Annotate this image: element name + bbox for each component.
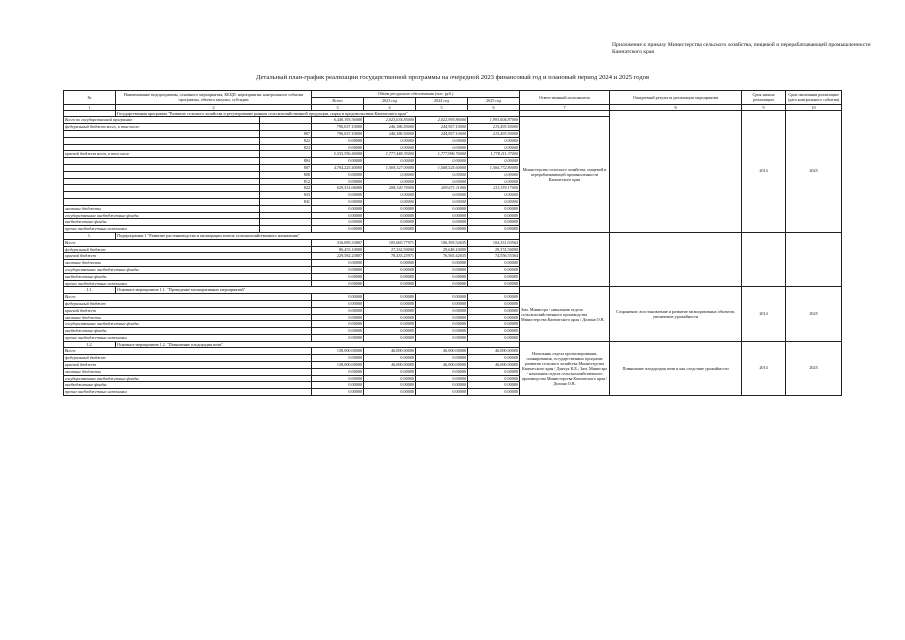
row-label: местные бюджеты [64,205,260,212]
value-total: 0.00000 [312,219,364,226]
value-total: 0.00000 [312,158,364,165]
value-2023: 2,023,634.85000 [364,117,416,124]
value-2024: 0.00000 [416,212,468,219]
value-total: 0.00000 [312,307,364,314]
program-result [610,110,742,232]
value-2025: 0.00000 [468,389,520,396]
value-2023: 0.00000 [364,314,416,321]
value-total: 6,440,193.56000 [312,117,364,124]
row-label: краевой бюджет всего, в том числе [64,151,260,158]
value-2024: 0.00000 [416,328,468,335]
value-2025: 0.00000 [468,294,520,301]
row-code [260,212,312,219]
value-total: 0.00000 [312,314,364,321]
value-2023: 0.00000 [364,389,416,396]
value-total: 0.00000 [312,226,364,233]
value-2025: 0.00000 [468,307,520,314]
row-code [260,226,312,233]
row-label: Всего: [64,294,312,301]
row-label: Всего: [64,348,312,355]
value-2024: 244,957.10000 [416,124,468,131]
row-code: 807 [260,164,312,171]
measure-end: 2025 [786,341,842,395]
value-2024: 0.00000 [416,382,468,389]
row-code: 812 [260,178,312,185]
subprogram-result [610,232,742,286]
row-label: государственные внебюджетные фонды [64,375,312,382]
header-total: Всего [312,97,364,104]
measure-num: 1.2. [64,341,116,348]
plan-table [63,90,842,396]
value-2025: 104,331.03564 [468,239,520,246]
value-2023: 0.00000 [364,144,416,151]
subprogram-title: Подпрограмма 1 "Развитие растениеводства и мелиорации земель сельскохозяйственного назначения" [116,232,520,239]
value-2024: 0.00000 [416,144,468,151]
value-2024: 0.00000 [416,158,468,165]
program-start: 2014 [742,110,786,232]
value-2023: 1,569,327.00000 [364,164,416,171]
index-cell: 2 [116,104,312,110]
row-label: федеральный бюджет [64,246,312,253]
value-2025: 0.00000 [468,355,520,362]
row-code: 822 [260,137,312,144]
value-total: 0.00000 [312,355,364,362]
index-cell: 1 [64,104,116,110]
value-2023: 27,332.50000 [364,246,416,253]
value-total: 0.00000 [312,300,364,307]
value-2023: 105,665.77971 [364,239,416,246]
measure-result: Сохранение, восстановление и развитие мелиоративных объектов, увеличение урожайности [610,287,742,341]
header-result: Ожидаемый результат реализации мероприятия [610,91,742,105]
value-total: 0.00000 [312,212,364,219]
value-2025: 1,993,604.87000 [468,117,520,124]
value-2025: 0.00000 [468,300,520,307]
value-total: 316,095.33807 [312,239,364,246]
index-cell: 4 [364,104,416,110]
value-2025: 0.00000 [468,226,520,233]
value-2024: 0.00000 [416,334,468,341]
subprogram-end [786,232,842,286]
value-2024: 0.00000 [416,307,468,314]
value-2025: 0.00000 [468,321,520,328]
value-total: 0.00000 [312,137,364,144]
header-2024: 2024 год [416,97,468,104]
measure-start: 2014 [742,287,786,341]
value-2024: 0.00000 [416,280,468,287]
measure-end: 2025 [786,287,842,341]
row-label: Всего: [64,239,312,246]
row-label [64,137,260,144]
value-2025: 215,493.50000 [468,130,520,137]
index-cell: 7 [520,104,610,110]
value-2025: 0.00000 [468,375,520,382]
value-2025: 0.00000 [468,368,520,375]
value-2024: 244,957.10000 [416,130,468,137]
row-label: внебюджетные фонды [64,328,312,335]
row-label [64,185,260,192]
value-2025: 0.00000 [468,328,520,335]
value-2023: 246,186.50000 [364,130,416,137]
header-2023: 2023 год [364,97,416,104]
value-2025: 0.00000 [468,144,520,151]
value-2025: 215,493.50000 [468,124,520,131]
value-2023: 208,320.70000 [364,185,416,192]
value-2025: 1,566,772.80000 [468,164,520,171]
value-total: 0.00000 [312,382,364,389]
row-label: Всего по государственной программе: [64,117,260,124]
value-2025: 1,778,111.37000 [468,151,520,158]
value-total: 0.00000 [312,294,364,301]
value-2024: 0.00000 [416,266,468,273]
row-code: 804 [260,158,312,165]
value-2024: 0.00000 [416,205,468,212]
index-cell: 9 [742,104,786,110]
value-total: 629,331.06000 [312,185,364,192]
value-total: 138,000.00000 [312,348,364,355]
program-title-row [64,110,842,117]
value-2025: 0.00000 [468,158,520,165]
value-2024: 106,393.52635 [416,239,468,246]
value-2024: 0.00000 [416,226,468,233]
value-2023: 1,777,448.35000 [364,151,416,158]
subprogram-title-row [64,232,842,239]
value-total: 86,453.10000 [312,246,364,253]
row-label: федеральный бюджет [64,300,312,307]
value-total: 4,704,225.40000 [312,164,364,171]
row-label: федеральный бюджет всего, в том числе: [64,124,260,131]
index-cell: 3 [312,104,364,110]
value-2024: 0.00000 [416,314,468,321]
value-2025: 46,000.00000 [468,362,520,369]
value-2023: 0.00000 [364,300,416,307]
value-2023: 0.00000 [364,273,416,280]
row-label: прочие внебюджетные источники [64,280,312,287]
value-2023: 0.00000 [364,294,416,301]
value-total: 0.00000 [312,368,364,375]
value-2023: 0.00000 [364,280,416,287]
subprogram-responsible [520,232,610,286]
value-2023: 0.00000 [364,266,416,273]
value-total: 0.00000 [312,266,364,273]
row-code [260,219,312,226]
measure-title-row [64,341,842,348]
value-2025: 0.00000 [468,382,520,389]
value-2023: 0.00000 [364,368,416,375]
index-cell: 5 [416,104,468,110]
header-volume: Объем ресурсного обеспечения (тыс. руб.) [312,91,520,98]
value-2024: 0.00000 [416,137,468,144]
value-total: 0.00000 [312,178,364,185]
value-2023: 0.00000 [364,355,416,362]
header-start: Срок начала реализации [742,91,786,105]
value-total: 0.00000 [312,328,364,335]
value-total: 0.00000 [312,280,364,287]
value-total: 0.00000 [312,321,364,328]
index-cell: 6 [468,104,520,110]
row-label: местные бюджеты [64,368,312,375]
row-label [64,178,260,185]
row-label [64,158,260,165]
value-2025: 211,339.17000 [468,185,520,192]
value-2025: 0.00000 [468,273,520,280]
value-2024: 0.00000 [416,294,468,301]
row-label: краевой бюджет [64,307,312,314]
row-code [260,151,312,158]
value-total: 0.00000 [312,144,364,151]
value-total: 0.00000 [312,192,364,199]
value-total: 0.00000 [312,334,364,341]
index-cell: 10 [786,104,842,110]
value-2025: 0.00000 [468,219,520,226]
row-label: внебюджетные фонды [64,273,312,280]
value-2025: 0.00000 [468,212,520,219]
program-end: 2025 [786,110,842,232]
value-2023: 246,186.50000 [364,124,416,131]
measure-result: Повышение плодородия почв и как следствие урожайности [610,341,742,395]
value-2023: 0.00000 [364,158,416,165]
row-label: местные бюджеты [64,260,312,267]
value-2023: 0.00000 [364,212,416,219]
value-2025: 46,000.00000 [468,348,520,355]
row-label [64,192,260,199]
value-total: 0.00000 [312,198,364,205]
appendix-note: Приложение к приказу Министерства сельского хозяйства, пищевой и перерабатывающей промышленности Камчатского края [612,42,871,55]
value-2023: 0.00000 [364,334,416,341]
value-2023: 0.00000 [364,375,416,382]
program-title: Государственная программа "Развитие сельского хозяйства и регулирование рынков сельскохозяйственной продукции, сырья и продовольствия Камчатского края" [116,110,520,117]
value-2025: 0.00000 [468,205,520,212]
header-2025: 2025 год [468,97,520,104]
subprogram-num: 1. [64,232,116,239]
row-label: государственные внебюджетные фонды [64,321,312,328]
measure-title: Основное мероприятие 1.2. "Повышение плодородия почв" [116,341,520,348]
header-end: Срок окончания реализации (дата контрольного события) [786,91,842,105]
measure-num: 1.1. [64,287,116,294]
value-2025: 0.00000 [468,178,520,185]
value-2023: 0.00000 [364,171,416,178]
value-total: 0.00000 [312,375,364,382]
row-label: краевой бюджет [64,253,312,260]
value-2024: 76,565.42635 [416,253,468,260]
value-2024: 0.00000 [416,178,468,185]
measure-responsible: Начальник отдела прогнозирования, планирования, государственных программ развития сельского хозяйства Министерства Камчатского края / Дьячук К.Е.; Зам. Министра - начальник отдела сельскохозяйственного производства Министерства Камчатского края / Долина О.В. [520,341,610,395]
value-total: 0.00000 [312,389,364,396]
measure-title: Основное мероприятие 1.1. "Проведение мелиоративных мероприятий" [116,287,520,294]
row-label [64,130,260,137]
row-label: краевой бюджет [64,362,312,369]
value-2025: 0.00000 [468,280,520,287]
row-label: государственные внебюджетные фонды [64,266,312,273]
value-total: 796,637.10000 [312,124,364,131]
document-title: Детальный план-график реализации государственной программы на очередной 2023 финансовый год и плановый период 2024 и 2025 годов [255,74,650,81]
value-2024: 1,777,996.76000 [416,151,468,158]
value-2025: 0.00000 [468,266,520,273]
value-2023: 0.00000 [364,198,416,205]
value-2024: 2,022,993.86000 [416,117,468,124]
value-total: 0.00000 [312,171,364,178]
value-2024: 0.00000 [416,368,468,375]
row-code: 807 [260,130,312,137]
row-label: государственные внебюджетные фонды [64,212,260,219]
value-2023: 78,433.25971 [364,253,416,260]
value-2024: 46,000.00000 [416,348,468,355]
value-2023: 0.00000 [364,205,416,212]
header-name: Наименование подпрограммы, основного мероприятия, КБЦП, мероприятия, контрольного события программы, объекта закупки, субсидии [116,91,312,105]
row-label [64,198,260,205]
value-2024: 0.00000 [416,355,468,362]
value-2024: 0.00000 [416,192,468,199]
value-total: 0.00000 [312,260,364,267]
value-2025: 0.00000 [468,334,520,341]
value-total: 796,637.10000 [312,130,364,137]
subprogram-start [742,232,786,286]
value-2024: 0.00000 [416,260,468,267]
empty-cell [520,110,610,117]
value-total: 0.00000 [312,205,364,212]
row-label: прочие внебюджетные источники [64,389,312,396]
header-responsible: Ответственный исполнитель [520,91,610,105]
value-2025: 0.00000 [468,260,520,267]
value-2023: 46,000.00000 [364,348,416,355]
value-2024: 46,000.00000 [416,362,468,369]
value-total: 138,000.00000 [312,362,364,369]
row-code: 808 [260,171,312,178]
value-2024: 29,648.10000 [416,246,468,253]
value-2023: 46,000.00000 [364,362,416,369]
value-2024: 1,568,525.60000 [416,164,468,171]
value-2023: 0.00000 [364,307,416,314]
measure-responsible: Зам. Министра - начальник отдела сельскохозяйственного производства Министерства Камчатского края / Долина О.В. [520,287,610,341]
value-2025: 0.00000 [468,314,520,321]
value-2023: 0.00000 [364,226,416,233]
value-total: 229,582.23807 [312,253,364,260]
measure-title-row [64,287,842,294]
value-2024: 0.00000 [416,389,468,396]
header-row-1 [64,91,842,98]
value-2023: 0.00000 [364,192,416,199]
index-cell: 8 [610,104,742,110]
row-label [64,144,260,151]
header-num: № [64,91,116,105]
value-2023: 0.00000 [364,219,416,226]
value-2023: 0.00000 [364,137,416,144]
row-label: внебюджетные фонды [64,219,260,226]
value-2025: 0.00000 [468,192,520,199]
row-code: 833 [260,192,312,199]
value-2023: 0.00000 [364,321,416,328]
value-2024: 0.00000 [416,171,468,178]
row-label [64,164,260,171]
row-code: 822 [260,185,312,192]
value-2023: 0.00000 [364,328,416,335]
row-code: 823 [260,144,312,151]
value-2024: 0.00000 [416,300,468,307]
row-label [64,171,260,178]
row-label: внебюджетные фонды [64,382,312,389]
value-2025: 0.00000 [468,137,520,144]
row-code [260,124,312,131]
value-2024: 0.00000 [416,273,468,280]
value-2024: 0.00000 [416,321,468,328]
program-num [64,110,116,117]
value-2025: 29,374.50000 [468,246,520,253]
value-2025: 0.00000 [468,171,520,178]
value-2024: 0.00000 [416,198,468,205]
row-code [260,117,312,124]
row-label: прочие внебюджетные источники [64,226,260,233]
value-total: 5,333,556.46000 [312,151,364,158]
program-responsible: Министерство сельского хозяйства, пищевой и перерабатывающей промышленности Камчатского края [520,117,610,233]
row-label: прочие внебюджетные источники [64,334,312,341]
row-code [260,205,312,212]
value-2023: 0.00000 [364,260,416,267]
value-2024: 0.00000 [416,219,468,226]
value-2025: 0.00000 [468,198,520,205]
value-2024: 0.00000 [416,375,468,382]
value-2025: 74,556.55364 [468,253,520,260]
value-2024: 209,671.11000 [416,185,468,192]
row-code: 841 [260,198,312,205]
row-label: федеральный бюджет [64,355,312,362]
value-2023: 0.00000 [364,382,416,389]
measure-start: 2014 [742,341,786,395]
row-label: местные бюджеты [64,314,312,321]
value-2023: 0.00000 [364,178,416,185]
value-total: 0.00000 [312,273,364,280]
